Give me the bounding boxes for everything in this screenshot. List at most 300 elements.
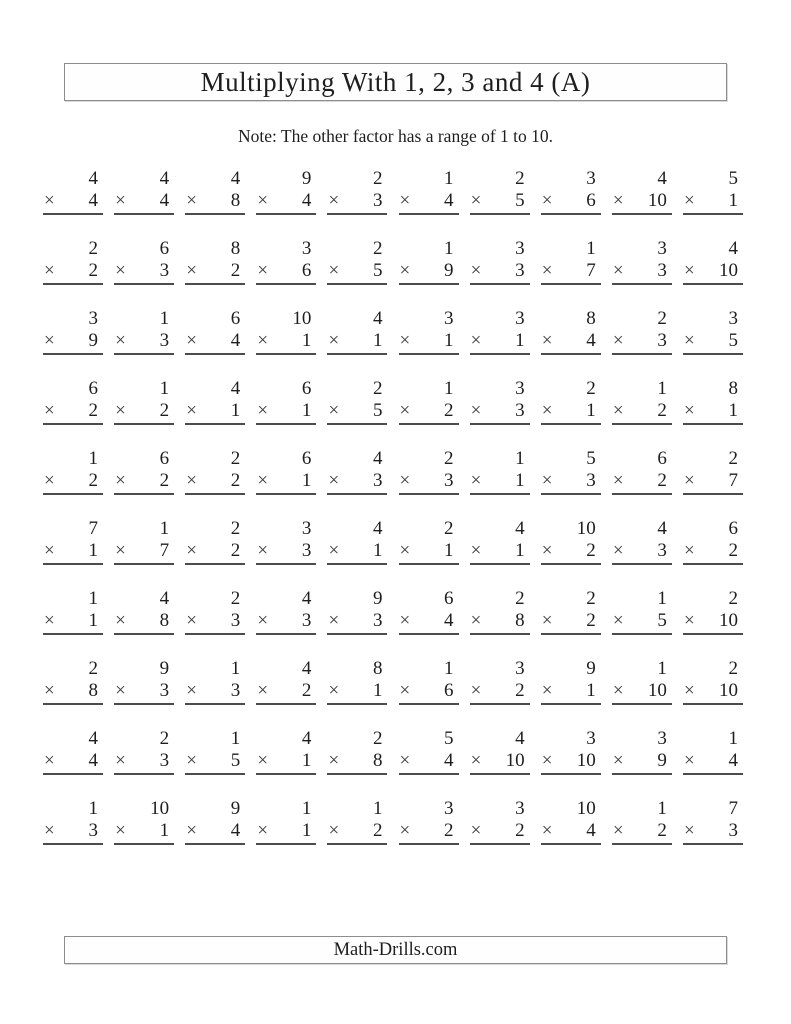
bottom-factor: 2 bbox=[88, 470, 98, 491]
problem-r2-c5 bbox=[327, 238, 387, 285]
bottom-factor-row bbox=[43, 820, 103, 845]
top-factor: 8 bbox=[230, 238, 241, 259]
problem-r4-c6 bbox=[399, 378, 459, 425]
multiply-sign-icon: × bbox=[186, 190, 197, 211]
problem-r7-c8 bbox=[541, 588, 601, 635]
multiply-sign-icon: × bbox=[328, 470, 340, 491]
bottom-factor-row bbox=[43, 540, 103, 565]
multiply-sign-icon: × bbox=[541, 260, 553, 281]
multiply-sign-icon: × bbox=[328, 540, 340, 561]
top-factor: 3 bbox=[515, 658, 525, 679]
problem-row-3 bbox=[43, 308, 743, 355]
bottom-factor-row bbox=[612, 470, 672, 495]
top-factor: 2 bbox=[728, 588, 738, 609]
problem-r5-c9 bbox=[612, 448, 672, 495]
bottom-factor: 10 bbox=[647, 680, 667, 701]
multiply-sign-icon: × bbox=[257, 820, 269, 841]
top-factor: 1 bbox=[444, 168, 454, 189]
bottom-factor: 10 bbox=[647, 190, 667, 211]
bottom-factor: 9 bbox=[657, 750, 667, 771]
problem-r3-c6 bbox=[399, 308, 459, 355]
top-factor: 4 bbox=[230, 378, 241, 399]
bottom-factor-row bbox=[327, 330, 387, 355]
bottom-factor: 3 bbox=[159, 330, 170, 351]
top-factor: 1 bbox=[444, 238, 454, 259]
multiply-sign-icon: × bbox=[612, 330, 624, 351]
bottom-factor: 4 bbox=[444, 610, 454, 631]
multiply-sign-icon: × bbox=[186, 330, 197, 351]
bottom-factor: 4 bbox=[586, 330, 596, 351]
problem-r9-c9 bbox=[612, 728, 672, 775]
problem-r8-c6 bbox=[399, 658, 459, 705]
bottom-factor: 1 bbox=[444, 330, 454, 351]
bottom-factor-row bbox=[185, 820, 245, 845]
multiply-sign-icon: × bbox=[683, 680, 695, 701]
bottom-factor-row bbox=[256, 260, 316, 285]
bottom-factor-row bbox=[683, 750, 743, 775]
multiply-sign-icon: × bbox=[399, 190, 411, 211]
top-factor: 6 bbox=[657, 448, 667, 469]
bottom-factor-row bbox=[612, 610, 672, 635]
bottom-factor: 2 bbox=[230, 260, 241, 281]
problem-r3-c2 bbox=[114, 308, 174, 355]
bottom-factor-row bbox=[327, 190, 387, 215]
bottom-factor: 3 bbox=[657, 260, 667, 281]
problem-r8-c7 bbox=[470, 658, 530, 705]
multiply-sign-icon: × bbox=[328, 680, 340, 701]
problem-r9-c5 bbox=[327, 728, 387, 775]
problem-row-5 bbox=[43, 448, 743, 495]
problem-r4-c9 bbox=[612, 378, 672, 425]
multiply-sign-icon: × bbox=[470, 470, 482, 491]
top-factor: 1 bbox=[657, 798, 667, 819]
problem-row-9 bbox=[43, 728, 743, 775]
multiply-sign-icon: × bbox=[470, 610, 482, 631]
multiply-sign-icon: × bbox=[328, 260, 340, 281]
bottom-factor: 3 bbox=[515, 260, 525, 281]
top-factor: 1 bbox=[444, 658, 454, 679]
top-factor: 6 bbox=[230, 308, 241, 329]
bottom-factor-row bbox=[683, 400, 743, 425]
problem-r5-c5 bbox=[327, 448, 387, 495]
multiply-sign-icon: × bbox=[257, 540, 269, 561]
problem-r6-c4 bbox=[256, 518, 316, 565]
bottom-factor: 3 bbox=[728, 820, 738, 841]
problem-r5-c2 bbox=[114, 448, 174, 495]
bottom-factor: 1 bbox=[515, 540, 525, 561]
problem-r7-c6 bbox=[399, 588, 459, 635]
bottom-factor: 8 bbox=[230, 190, 241, 211]
top-factor: 4 bbox=[88, 728, 98, 749]
multiply-sign-icon: × bbox=[257, 680, 269, 701]
bottom-factor: 4 bbox=[728, 750, 738, 771]
problem-r9-c2 bbox=[114, 728, 174, 775]
multiply-sign-icon: × bbox=[399, 540, 411, 561]
problem-row-6 bbox=[43, 518, 743, 565]
problem-r10-c10 bbox=[683, 798, 743, 845]
bottom-factor-row bbox=[256, 330, 316, 355]
bottom-factor: 2 bbox=[515, 820, 525, 841]
top-factor: 10 bbox=[576, 518, 596, 539]
problem-r10-c1 bbox=[43, 798, 103, 845]
bottom-factor-row bbox=[470, 330, 530, 355]
bottom-factor: 1 bbox=[301, 750, 312, 771]
bottom-factor-row bbox=[612, 190, 672, 215]
top-factor: 1 bbox=[88, 798, 98, 819]
bottom-factor-row bbox=[399, 470, 459, 495]
top-factor: 1 bbox=[372, 798, 383, 819]
multiply-sign-icon: × bbox=[399, 610, 411, 631]
bottom-factor-row bbox=[43, 330, 103, 355]
multiply-sign-icon: × bbox=[612, 190, 624, 211]
top-factor: 10 bbox=[150, 798, 170, 819]
bottom-factor: 3 bbox=[230, 680, 241, 701]
bottom-factor: 2 bbox=[88, 260, 98, 281]
top-factor: 1 bbox=[88, 588, 98, 609]
bottom-factor-row bbox=[114, 260, 174, 285]
bottom-factor-row bbox=[185, 330, 245, 355]
bottom-factor: 1 bbox=[372, 330, 383, 351]
multiply-sign-icon: × bbox=[257, 330, 269, 351]
bottom-factor-row bbox=[256, 470, 316, 495]
bottom-factor-row bbox=[327, 750, 387, 775]
bottom-factor-row bbox=[185, 190, 245, 215]
problem-r3-c5 bbox=[327, 308, 387, 355]
bottom-factor-row bbox=[612, 750, 672, 775]
top-factor: 4 bbox=[301, 588, 312, 609]
bottom-factor-row bbox=[399, 750, 459, 775]
bottom-factor-row bbox=[541, 540, 601, 565]
problem-r6-c9 bbox=[612, 518, 672, 565]
top-factor: 1 bbox=[230, 728, 241, 749]
bottom-factor: 4 bbox=[88, 750, 98, 771]
bottom-factor: 3 bbox=[159, 260, 170, 281]
bottom-factor: 6 bbox=[444, 680, 454, 701]
top-factor: 3 bbox=[88, 308, 98, 329]
problem-row-1 bbox=[43, 168, 743, 215]
problem-r4-c8 bbox=[541, 378, 601, 425]
bottom-factor-row bbox=[327, 260, 387, 285]
multiply-sign-icon: × bbox=[683, 750, 695, 771]
top-factor: 2 bbox=[728, 658, 738, 679]
top-factor: 2 bbox=[159, 728, 170, 749]
top-factor: 3 bbox=[515, 798, 525, 819]
problem-r10-c4 bbox=[256, 798, 316, 845]
top-factor: 1 bbox=[159, 378, 170, 399]
multiply-sign-icon: × bbox=[612, 540, 624, 561]
bottom-factor: 2 bbox=[728, 540, 738, 561]
bottom-factor-row bbox=[683, 820, 743, 845]
bottom-factor-row bbox=[399, 400, 459, 425]
top-factor: 6 bbox=[301, 378, 312, 399]
problem-r8-c9 bbox=[612, 658, 672, 705]
top-factor: 1 bbox=[230, 658, 241, 679]
bottom-factor: 8 bbox=[159, 610, 170, 631]
multiply-sign-icon: × bbox=[115, 680, 126, 701]
top-factor: 2 bbox=[88, 238, 98, 259]
multiply-sign-icon: × bbox=[44, 260, 55, 281]
bottom-factor-row bbox=[185, 400, 245, 425]
bottom-factor: 2 bbox=[586, 540, 596, 561]
problem-r3-c3 bbox=[185, 308, 245, 355]
top-factor: 10 bbox=[292, 308, 312, 329]
bottom-factor: 5 bbox=[372, 400, 383, 421]
bottom-factor-row bbox=[541, 750, 601, 775]
problem-r1-c3 bbox=[185, 168, 245, 215]
top-factor: 4 bbox=[301, 728, 312, 749]
problem-r1-c5 bbox=[327, 168, 387, 215]
problem-r3-c10 bbox=[683, 308, 743, 355]
multiply-sign-icon: × bbox=[541, 190, 553, 211]
multiply-sign-icon: × bbox=[186, 820, 197, 841]
multiply-sign-icon: × bbox=[115, 820, 126, 841]
problem-r1-c9 bbox=[612, 168, 672, 215]
multiply-sign-icon: × bbox=[470, 190, 482, 211]
footer-text: Math-Drills.com bbox=[333, 939, 458, 960]
bottom-factor: 10 bbox=[505, 750, 525, 771]
bottom-factor: 3 bbox=[301, 610, 312, 631]
problem-r9-c10 bbox=[683, 728, 743, 775]
bottom-factor: 1 bbox=[301, 400, 312, 421]
bottom-factor-row bbox=[327, 610, 387, 635]
problem-r7-c10 bbox=[683, 588, 743, 635]
top-factor: 4 bbox=[301, 658, 312, 679]
bottom-factor: 2 bbox=[159, 400, 170, 421]
problem-r1-c1 bbox=[43, 168, 103, 215]
multiply-sign-icon: × bbox=[257, 400, 269, 421]
multiply-sign-icon: × bbox=[683, 190, 695, 211]
multiply-sign-icon: × bbox=[683, 330, 695, 351]
top-factor: 3 bbox=[657, 238, 667, 259]
top-factor: 8 bbox=[372, 658, 383, 679]
problem-r5-c4 bbox=[256, 448, 316, 495]
multiply-sign-icon: × bbox=[470, 750, 482, 771]
problem-row-8 bbox=[43, 658, 743, 705]
bottom-factor-row bbox=[612, 400, 672, 425]
problem-r4-c3 bbox=[185, 378, 245, 425]
top-factor: 1 bbox=[657, 658, 667, 679]
multiply-sign-icon: × bbox=[470, 400, 482, 421]
top-factor: 8 bbox=[586, 308, 596, 329]
bottom-factor: 1 bbox=[230, 400, 241, 421]
bottom-factor-row bbox=[683, 540, 743, 565]
bottom-factor-row bbox=[470, 680, 530, 705]
top-factor: 9 bbox=[230, 798, 241, 819]
multiply-sign-icon: × bbox=[257, 750, 269, 771]
top-factor: 4 bbox=[159, 588, 170, 609]
problem-r10-c8 bbox=[541, 798, 601, 845]
bottom-factor: 3 bbox=[657, 330, 667, 351]
bottom-factor: 4 bbox=[444, 750, 454, 771]
bottom-factor-row bbox=[541, 820, 601, 845]
multiply-sign-icon: × bbox=[257, 610, 269, 631]
multiply-sign-icon: × bbox=[683, 260, 695, 281]
top-factor: 4 bbox=[728, 238, 738, 259]
bottom-factor-row bbox=[541, 400, 601, 425]
problem-r2-c7 bbox=[470, 238, 530, 285]
problem-r10-c3 bbox=[185, 798, 245, 845]
bottom-factor: 1 bbox=[372, 540, 383, 561]
top-factor: 1 bbox=[88, 448, 98, 469]
top-factor: 2 bbox=[230, 588, 241, 609]
bottom-factor: 10 bbox=[576, 750, 596, 771]
problem-r8-c5 bbox=[327, 658, 387, 705]
multiply-sign-icon: × bbox=[612, 750, 624, 771]
bottom-factor-row bbox=[470, 820, 530, 845]
bottom-factor: 1 bbox=[372, 680, 383, 701]
problem-r8-c1 bbox=[43, 658, 103, 705]
bottom-factor: 1 bbox=[515, 470, 525, 491]
bottom-factor-row bbox=[399, 260, 459, 285]
top-factor: 10 bbox=[576, 798, 596, 819]
bottom-factor-row bbox=[256, 610, 316, 635]
problem-r7-c9 bbox=[612, 588, 672, 635]
multiply-sign-icon: × bbox=[115, 260, 126, 281]
problem-r4-c7 bbox=[470, 378, 530, 425]
bottom-factor: 3 bbox=[372, 610, 383, 631]
problem-r7-c1 bbox=[43, 588, 103, 635]
problem-r6-c1 bbox=[43, 518, 103, 565]
top-factor: 6 bbox=[159, 448, 170, 469]
problem-r2-c4 bbox=[256, 238, 316, 285]
multiply-sign-icon: × bbox=[115, 470, 126, 491]
bottom-factor: 10 bbox=[718, 610, 738, 631]
bottom-factor: 2 bbox=[301, 680, 312, 701]
bottom-factor-row bbox=[683, 330, 743, 355]
bottom-factor: 2 bbox=[586, 610, 596, 631]
problem-r8-c2 bbox=[114, 658, 174, 705]
bottom-factor-row bbox=[185, 610, 245, 635]
top-factor: 3 bbox=[301, 518, 312, 539]
problem-r2-c3 bbox=[185, 238, 245, 285]
problem-r7-c7 bbox=[470, 588, 530, 635]
bottom-factor-row bbox=[612, 680, 672, 705]
top-factor: 3 bbox=[728, 308, 738, 329]
bottom-factor: 3 bbox=[586, 470, 596, 491]
top-factor: 7 bbox=[88, 518, 98, 539]
bottom-factor: 4 bbox=[444, 190, 454, 211]
top-factor: 1 bbox=[728, 728, 738, 749]
bottom-factor-row bbox=[327, 400, 387, 425]
problem-r7-c2 bbox=[114, 588, 174, 635]
top-factor: 2 bbox=[88, 658, 98, 679]
bottom-factor-row bbox=[43, 260, 103, 285]
problem-r5-c10 bbox=[683, 448, 743, 495]
problem-r9-c7 bbox=[470, 728, 530, 775]
top-factor: 3 bbox=[515, 308, 525, 329]
bottom-factor: 2 bbox=[88, 400, 98, 421]
multiply-sign-icon: × bbox=[399, 750, 411, 771]
bottom-factor: 8 bbox=[372, 750, 383, 771]
multiply-sign-icon: × bbox=[470, 680, 482, 701]
top-factor: 4 bbox=[230, 168, 241, 189]
bottom-factor-row bbox=[683, 680, 743, 705]
worksheet-title-box bbox=[64, 63, 727, 101]
top-factor: 9 bbox=[159, 658, 170, 679]
top-factor: 1 bbox=[657, 588, 667, 609]
multiply-sign-icon: × bbox=[399, 820, 411, 841]
multiply-sign-icon: × bbox=[44, 400, 55, 421]
bottom-factor-row bbox=[541, 470, 601, 495]
bottom-factor: 7 bbox=[728, 470, 738, 491]
top-factor: 3 bbox=[657, 728, 667, 749]
multiply-sign-icon: × bbox=[541, 750, 553, 771]
problem-r6-c10 bbox=[683, 518, 743, 565]
bottom-factor-row bbox=[185, 750, 245, 775]
bottom-factor-row bbox=[470, 260, 530, 285]
bottom-factor: 8 bbox=[515, 610, 525, 631]
bottom-factor: 4 bbox=[586, 820, 596, 841]
bottom-factor: 4 bbox=[88, 190, 98, 211]
problem-r1-c4 bbox=[256, 168, 316, 215]
problem-row-7 bbox=[43, 588, 743, 635]
bottom-factor: 4 bbox=[301, 190, 312, 211]
bottom-factor: 3 bbox=[230, 610, 241, 631]
top-factor: 2 bbox=[372, 728, 383, 749]
top-factor: 9 bbox=[586, 658, 596, 679]
bottom-factor-row bbox=[612, 540, 672, 565]
top-factor: 6 bbox=[444, 588, 454, 609]
problem-r5-c8 bbox=[541, 448, 601, 495]
bottom-factor: 7 bbox=[586, 260, 596, 281]
multiply-sign-icon: × bbox=[612, 470, 624, 491]
top-factor: 3 bbox=[586, 728, 596, 749]
multiply-sign-icon: × bbox=[470, 260, 482, 281]
footer-box bbox=[64, 936, 727, 964]
bottom-factor-row bbox=[683, 260, 743, 285]
bottom-factor-row bbox=[43, 750, 103, 775]
bottom-factor: 2 bbox=[657, 400, 667, 421]
bottom-factor-row bbox=[256, 750, 316, 775]
bottom-factor-row bbox=[185, 260, 245, 285]
problem-r8-c8 bbox=[541, 658, 601, 705]
bottom-factor: 1 bbox=[586, 680, 596, 701]
problem-r7-c3 bbox=[185, 588, 245, 635]
bottom-factor-row bbox=[470, 750, 530, 775]
bottom-factor-row bbox=[114, 680, 174, 705]
bottom-factor: 10 bbox=[718, 260, 738, 281]
bottom-factor: 1 bbox=[88, 610, 98, 631]
multiply-sign-icon: × bbox=[257, 260, 269, 281]
multiply-sign-icon: × bbox=[541, 540, 553, 561]
multiply-sign-icon: × bbox=[186, 470, 197, 491]
bottom-factor: 9 bbox=[444, 260, 454, 281]
problem-r3-c1 bbox=[43, 308, 103, 355]
problem-r6-c5 bbox=[327, 518, 387, 565]
top-factor: 2 bbox=[444, 518, 454, 539]
bottom-factor-row bbox=[399, 610, 459, 635]
multiply-sign-icon: × bbox=[44, 680, 55, 701]
problem-r3-c4 bbox=[256, 308, 316, 355]
bottom-factor-row bbox=[399, 680, 459, 705]
bottom-factor-row bbox=[43, 470, 103, 495]
multiply-sign-icon: × bbox=[328, 330, 340, 351]
multiply-sign-icon: × bbox=[683, 470, 695, 491]
multiply-sign-icon: × bbox=[186, 750, 197, 771]
top-factor: 2 bbox=[657, 308, 667, 329]
multiply-sign-icon: × bbox=[541, 820, 553, 841]
top-factor: 6 bbox=[159, 238, 170, 259]
multiply-sign-icon: × bbox=[257, 470, 269, 491]
bottom-factor-row bbox=[470, 470, 530, 495]
problem-r9-c4 bbox=[256, 728, 316, 775]
multiply-sign-icon: × bbox=[257, 190, 269, 211]
bottom-factor-row bbox=[541, 610, 601, 635]
top-factor: 2 bbox=[230, 518, 241, 539]
bottom-factor-row bbox=[256, 540, 316, 565]
bottom-factor-row bbox=[114, 750, 174, 775]
bottom-factor-row bbox=[470, 610, 530, 635]
